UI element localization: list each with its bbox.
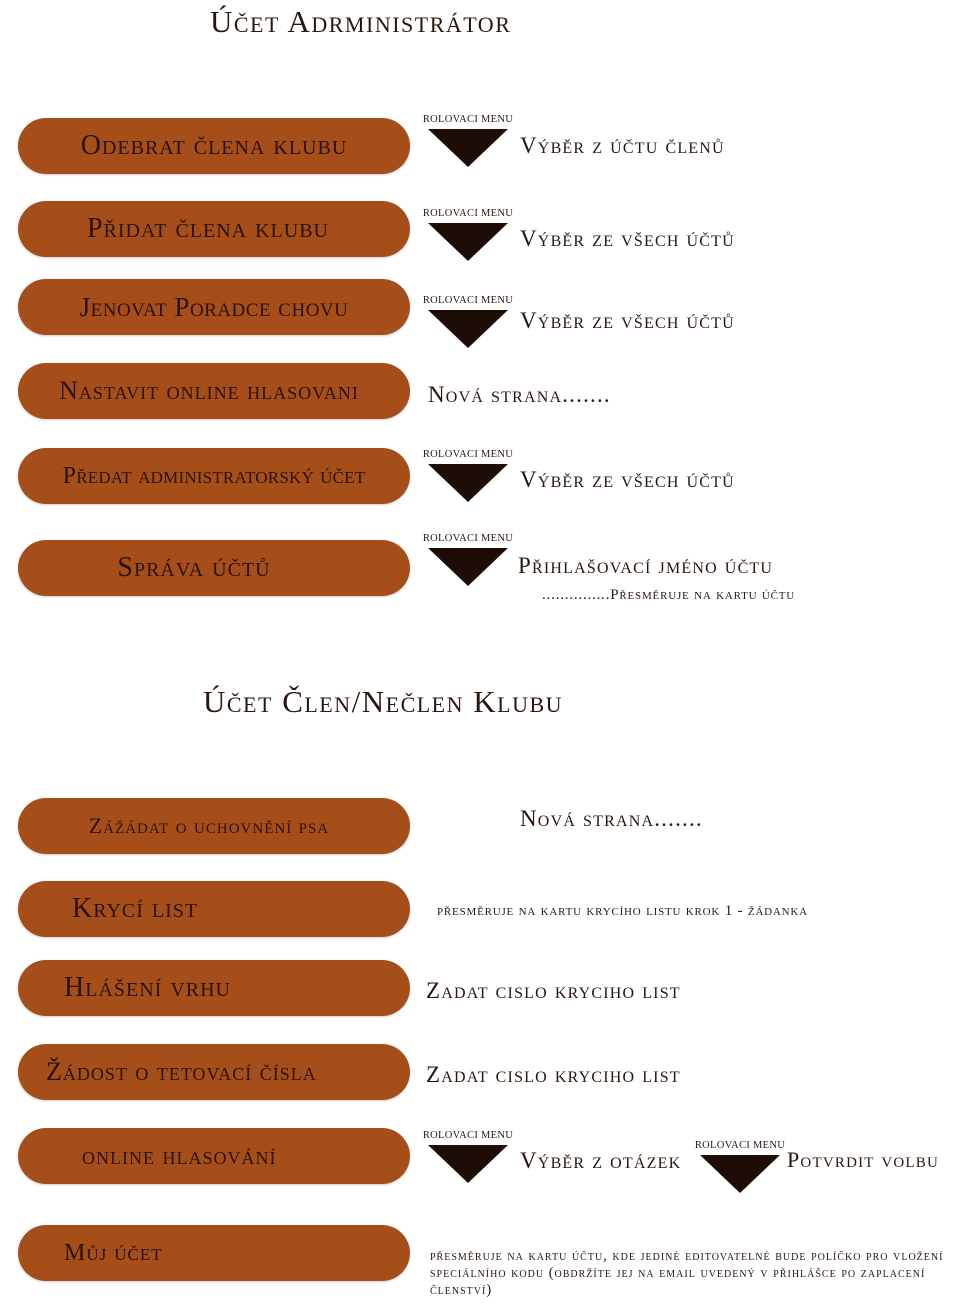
remove-member-detail: Výběr z účtu členů bbox=[520, 133, 725, 158]
remove-member-button[interactable] bbox=[18, 118, 410, 174]
account-login-dropdown[interactable] bbox=[420, 533, 516, 615]
caret-down-icon bbox=[420, 461, 516, 521]
setup-online-voting-button-label: Nastavit online hlasovani bbox=[59, 376, 359, 405]
add-member-detail: Výběr ze všech účtů bbox=[520, 226, 735, 251]
member-select-dropdown[interactable] bbox=[420, 114, 516, 196]
remove-member-button-label: Odebrat člena klubu bbox=[80, 130, 348, 161]
all-accounts-dropdown[interactable] bbox=[420, 449, 516, 531]
account-management-detail: Přihlašovací jméno účtu bbox=[518, 553, 774, 578]
online-voting-button[interactable] bbox=[18, 1128, 410, 1184]
request-breeding-approval-detail: Nová strana....... bbox=[520, 806, 703, 831]
caret-down-icon bbox=[420, 1142, 516, 1202]
all-accounts-dropdown[interactable] bbox=[420, 295, 516, 377]
request-breeding-approval-button[interactable] bbox=[18, 798, 410, 854]
dropdown-caption: ROLOVACI MENU bbox=[422, 295, 514, 306]
dropdown-caption: ROLOVACI MENU bbox=[422, 208, 514, 219]
add-member-button-label: Přidat člena klubu bbox=[86, 213, 329, 244]
dropdown-caption: ROLOVACI MENU bbox=[422, 1130, 514, 1141]
dropdown-caption: ROLOVACI MENU bbox=[422, 449, 514, 460]
member-section-title: Účet Člen/Nečlen Klubu bbox=[203, 684, 564, 719]
dropdown-caption: ROLOVACI MENU bbox=[422, 533, 514, 544]
appoint-breeding-advisor-button[interactable] bbox=[18, 279, 410, 335]
mating-certificate-button[interactable] bbox=[18, 881, 410, 937]
all-accounts-dropdown[interactable] bbox=[420, 208, 516, 290]
question-select-detail: Výběr z otázek bbox=[520, 1148, 682, 1173]
caret-down-icon bbox=[420, 126, 516, 186]
tattoo-numbers-request-button[interactable] bbox=[18, 1044, 410, 1100]
account-management-button[interactable] bbox=[18, 540, 410, 596]
caret-down-icon bbox=[692, 1152, 788, 1212]
mating-certificate-button-label: Krycí list bbox=[72, 893, 199, 924]
mating-certificate-detail: přesměruje na kartu krycího listu krok 1 - žádanka bbox=[437, 903, 808, 919]
tattoo-numbers-request-detail: Zadat cislo kryciho list bbox=[426, 1062, 681, 1087]
setup-online-voting-detail: Nová strana....... bbox=[428, 382, 611, 407]
setup-online-voting-button[interactable] bbox=[18, 363, 410, 419]
transfer-admin-account-button[interactable] bbox=[18, 448, 410, 504]
confirm-choice-dropdown[interactable] bbox=[692, 1140, 788, 1222]
online-voting-button-label: online hlasování bbox=[82, 1141, 277, 1170]
my-account-detail: přesměruje na kartu účtu, kde jediné editovatelné bude políčko pro vložení speciálního kodu (obdržíte jej na email uvedený v přihlášce po zaplacení členství) bbox=[430, 1248, 944, 1298]
confirm-choice-detail: Potvrdit volbu bbox=[787, 1147, 940, 1172]
litter-report-button[interactable] bbox=[18, 960, 410, 1016]
caret-down-icon bbox=[420, 545, 516, 605]
account-management-redirect-note: ...............Přesměruje na kartu účtu bbox=[542, 587, 796, 603]
question-select-dropdown[interactable] bbox=[420, 1130, 516, 1212]
dropdown-caption: ROLOVACI MENU bbox=[694, 1140, 786, 1151]
dropdown-caption: ROLOVACI MENU bbox=[422, 114, 514, 125]
add-member-button[interactable] bbox=[18, 201, 410, 257]
appoint-breeding-advisor-detail: Výběr ze všech účtů bbox=[520, 308, 735, 333]
request-breeding-approval-button-label: Zážádat o uchovnění psa bbox=[88, 813, 330, 838]
my-account-button-label: Můj účet bbox=[64, 1239, 163, 1266]
caret-down-icon bbox=[420, 307, 516, 367]
admin-section-title: Účet Adrministrátor bbox=[210, 4, 512, 39]
caret-down-icon bbox=[420, 220, 516, 280]
transfer-admin-account-button-label: Předat administratorský účet bbox=[62, 462, 366, 489]
litter-report-detail: Zadat cislo kryciho list bbox=[426, 978, 681, 1003]
account-management-button-label: Správa účtů bbox=[117, 552, 271, 583]
transfer-admin-account-detail: Výběr ze všech účtů bbox=[520, 467, 735, 492]
my-account-button[interactable] bbox=[18, 1225, 410, 1281]
litter-report-button-label: Hlášení vrhu bbox=[64, 972, 231, 1003]
tattoo-numbers-request-button-label: Žádost o tetovací čísla bbox=[46, 1057, 317, 1086]
appoint-breeding-advisor-button-label: Jenovat Poradce chovu bbox=[79, 291, 349, 322]
